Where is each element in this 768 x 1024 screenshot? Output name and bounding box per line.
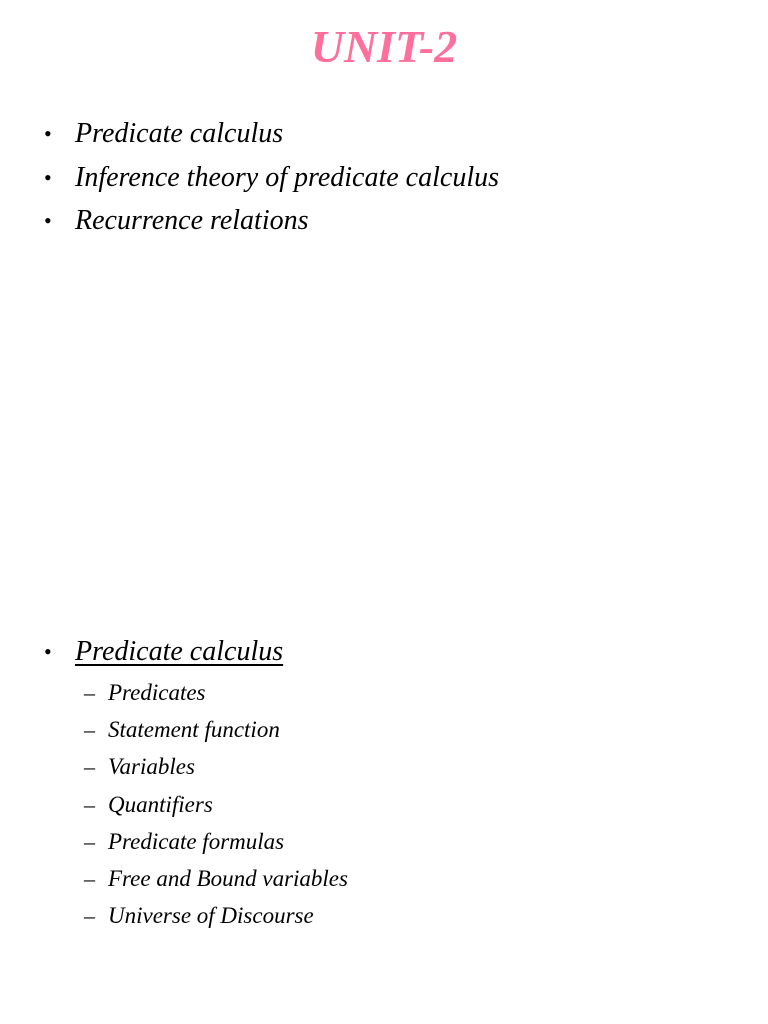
topic-list <box>44 112 499 243</box>
dash-icon: – <box>84 754 95 780</box>
dash-icon: – <box>84 828 95 854</box>
dash-icon: – <box>84 866 95 892</box>
subtopic-item <box>84 711 348 748</box>
dash-icon: – <box>84 680 95 705</box>
bullet-icon: • <box>44 208 52 233</box>
bullet-icon: • <box>44 164 52 190</box>
subtopic-item-label: Predicate formulas <box>108 828 285 854</box>
topic-item <box>44 199 499 243</box>
bullet-icon: • <box>44 121 52 146</box>
topic-item <box>44 156 499 200</box>
subtopic-item <box>84 786 348 823</box>
subtopic-item <box>84 674 348 711</box>
subtopic-item <box>84 897 348 934</box>
section-heading-label: Predicate calculus <box>75 636 284 667</box>
slide-title: UNIT-2 <box>310 21 458 72</box>
dash-icon: – <box>84 903 95 929</box>
subtopic-item-label: Free and Bound variables <box>108 866 348 892</box>
dash-icon: – <box>84 717 95 743</box>
subtopic-item <box>84 823 348 860</box>
subtopic-item-label: Statement function <box>108 717 280 743</box>
topic-item-label: Inference theory of predicate calculus <box>75 161 499 193</box>
subtopic-item <box>84 860 348 897</box>
topic-item-label: Recurrence relations <box>75 205 309 236</box>
subtopic-list <box>84 674 348 934</box>
subtopic-item-label: Quantifiers <box>108 791 213 817</box>
subtopic-item-label: Variables <box>108 754 195 780</box>
dash-icon: – <box>84 791 95 817</box>
section-heading <box>44 630 283 674</box>
topic-item-label: Predicate calculus <box>75 118 284 149</box>
subtopic-item-label: Universe of Discourse <box>108 903 314 929</box>
subtopic-item <box>84 748 348 785</box>
section-list <box>44 630 283 674</box>
bullet-icon: • <box>44 639 52 664</box>
topic-item <box>44 112 499 156</box>
subtopic-item-label: Predicates <box>108 680 206 705</box>
slide-predicate-calculus <box>0 512 768 1024</box>
